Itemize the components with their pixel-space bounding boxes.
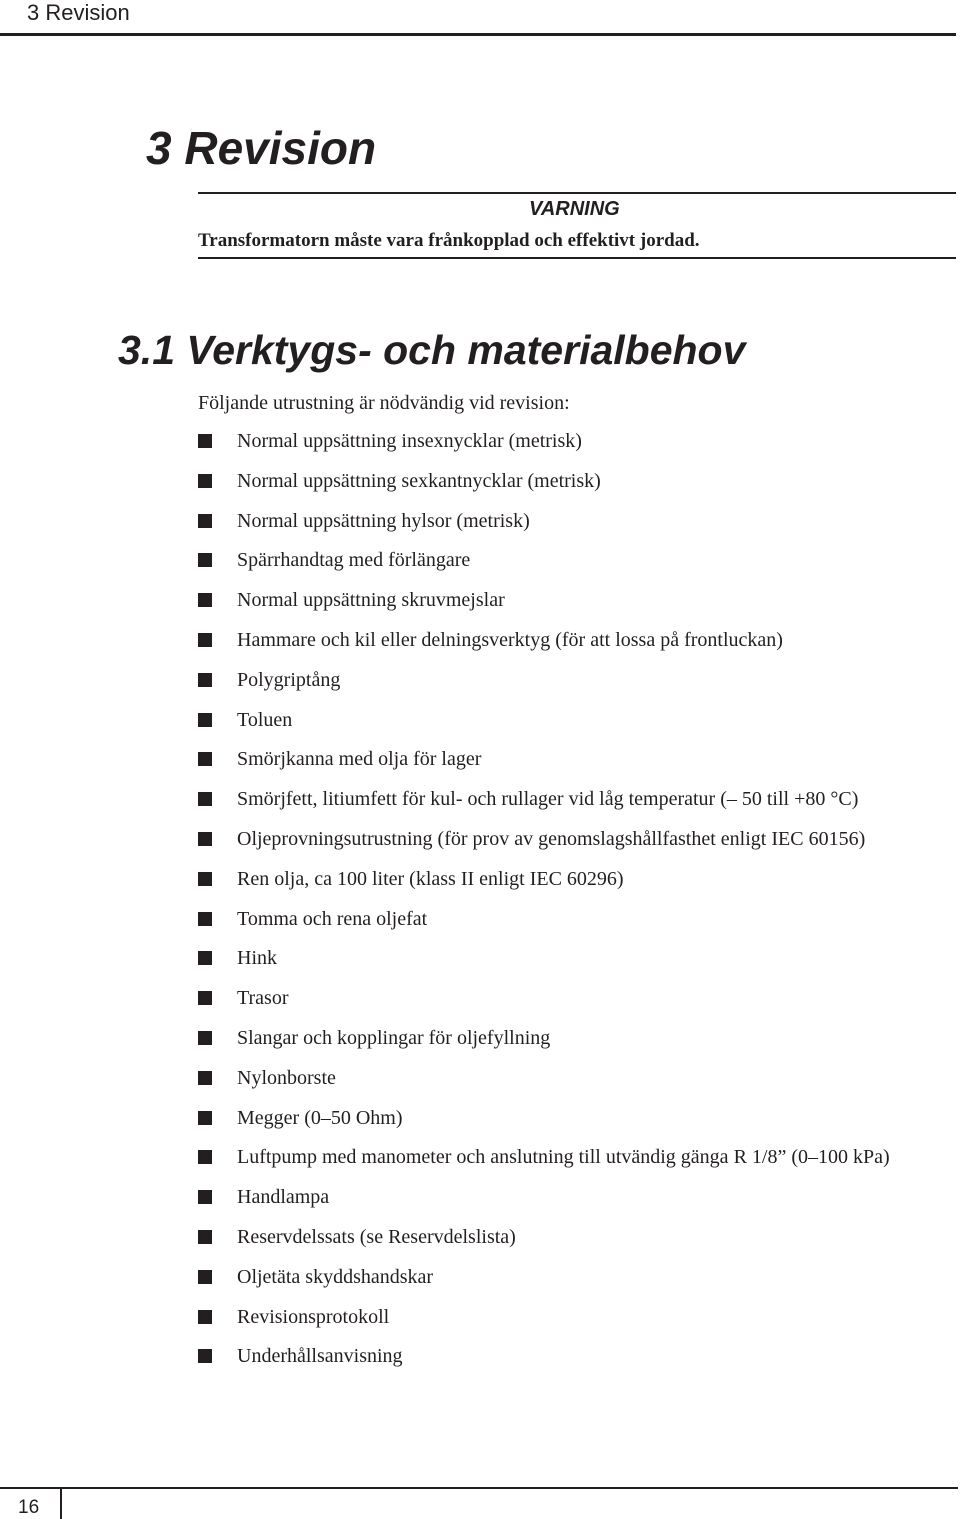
list-item-text: Trasor [237,987,289,1010]
list-item-text: Normal uppsättning insexnycklar (metrisk) [237,430,582,452]
list-item-text: Normal uppsättning hylsor (metrisk) [237,509,530,532]
square-bullet-icon [198,1270,212,1284]
list-item [198,747,890,787]
square-bullet-icon [198,474,212,488]
list-item [198,827,890,867]
square-bullet-icon [198,1071,212,1085]
list-item-text: Toluen [237,708,293,731]
square-bullet-icon [198,792,212,806]
list-item [198,1225,890,1265]
list-item-text: Hammare och kil eller delningsverktyg (för att lossa på frontluckan) [237,628,783,651]
square-bullet-icon [198,991,212,1005]
warning-bottom-rule [198,257,956,259]
list-item [198,1265,890,1305]
square-bullet-icon [198,1230,212,1244]
list-item-text: Spärrhandtag med förlängare [237,549,471,572]
list-item [198,1185,890,1225]
square-bullet-icon [198,1190,212,1204]
list-item-text: Luftpump med manometer och anslutning till utvändig gänga R 1/8” (0–100 kPa) [237,1146,890,1169]
list-item [198,946,890,986]
square-bullet-icon [198,1310,212,1324]
list-item [198,907,890,947]
list-item-text: Hink [237,947,277,970]
list-item [198,1344,890,1384]
list-item-text: Revisionsprotokoll [237,1305,390,1328]
list-item [198,1026,890,1066]
list-item [198,787,890,827]
list-item-text: Underhållsanvisning [237,1345,403,1368]
list-item [198,986,890,1026]
square-bullet-icon [198,951,212,965]
square-bullet-icon [198,1150,212,1164]
list-item-text: Nylonborste [237,1066,336,1089]
page-number: 16 [18,1497,40,1518]
warning-top-rule [198,192,956,194]
square-bullet-icon [198,1349,212,1363]
page-footer [0,1487,960,1519]
list-item [198,628,890,668]
square-bullet-icon [198,673,212,687]
list-item [198,1145,890,1185]
square-bullet-icon [198,593,212,607]
square-bullet-icon [198,1031,212,1045]
square-bullet-icon [198,713,212,727]
square-bullet-icon [198,912,212,926]
list-item-text: Ren olja, ca 100 liter (klass II enligt IEC 60296) [237,867,624,890]
list-item [198,867,890,907]
list-item-text: Normal uppsättning skruvmejslar [237,589,505,612]
footer-rule [0,1487,958,1489]
warning-text: Transformatorn måste vara frånkopplad och effektivt jordad. [198,230,700,251]
list-item-text: Normal uppsättning sexkantnycklar (metrisk) [237,469,601,492]
list-item-text: Polygriptång [237,668,341,691]
list-item-text: Oljetäta skyddshandskar [237,1265,434,1288]
header-rule [0,33,956,36]
footer-divider [60,1487,62,1519]
list-item-text: Smörjfett, litiumfett för kul- och rullager vid låg temperatur (– 50 till +80 °C) [237,788,859,811]
list-item [198,1106,890,1146]
section-title: 3.1 Verktygs- och materialbehov [118,327,746,373]
list-item [198,509,890,549]
list-item-text: Handlampa [237,1186,330,1209]
list-item-text: Slangar och kopplingar för oljefyllning [237,1026,551,1049]
list-item-text: Megger (0–50 Ohm) [237,1106,403,1129]
running-header-text: 3 Revision [27,0,130,25]
section-intro: Följande utrustning är nödvändig vid revision: [198,392,570,414]
list-item [198,429,890,469]
list-item [198,588,890,628]
list-item [198,469,890,509]
warning-box [198,192,956,260]
chapter-title: 3 Revision [146,122,377,174]
list-item [198,548,890,588]
list-item-text: Tomma och rena oljefat [237,907,428,930]
list-item [198,1066,890,1106]
square-bullet-icon [198,553,212,567]
list-item [198,708,890,748]
square-bullet-icon [198,832,212,846]
list-item-text: Oljeprovningsutrustning (för prov av genomslagshållfasthet enligt IEC 60156) [237,827,866,850]
warning-title: VARNING [529,198,620,220]
list-item-text: Reservdelssats (se Reservdelslista) [237,1225,516,1248]
list-item [198,668,890,708]
square-bullet-icon [198,633,212,647]
square-bullet-icon [198,434,212,448]
square-bullet-icon [198,1111,212,1125]
square-bullet-icon [198,514,212,528]
running-header [0,0,960,34]
list-item [198,1305,890,1345]
square-bullet-icon [198,872,212,886]
square-bullet-icon [198,752,212,766]
equipment-list [198,429,890,1384]
list-item-text: Smörjkanna med olja för lager [237,748,482,771]
